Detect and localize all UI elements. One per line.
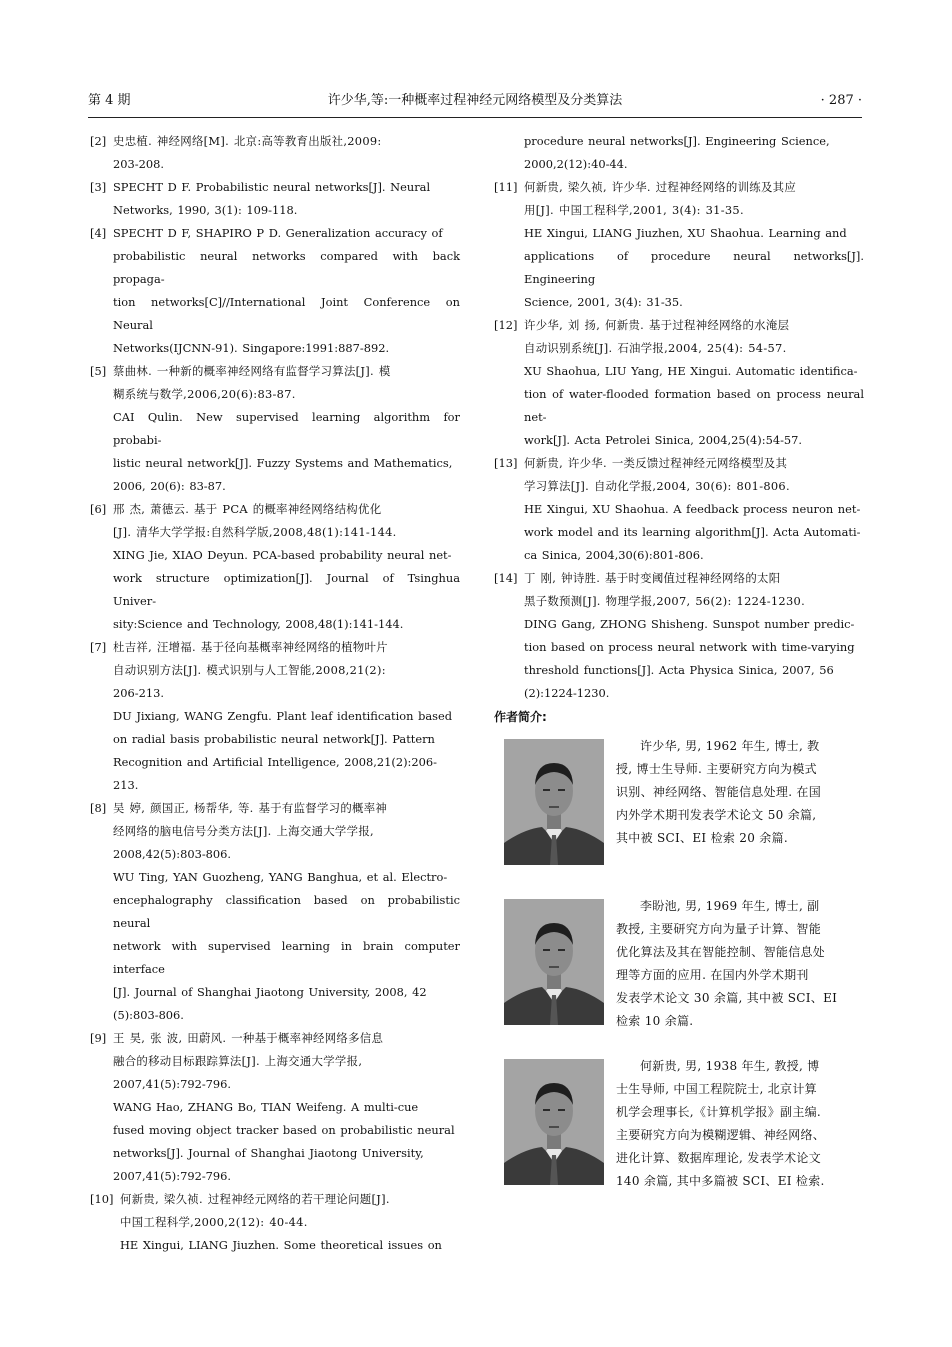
reference-line: HE Xingui, XU Shaohua. A feedback process neuron net- bbox=[524, 502, 861, 516]
reference-item bbox=[494, 452, 864, 567]
reference-line: SPECHT D F. Probabilistic neural networks[J]. Neural bbox=[113, 180, 431, 194]
reference-line: 黑子数预测[J]. 物理学报,2007, 56(2): 1224-1230. bbox=[524, 594, 805, 608]
author-bio-line: 教授, 主要研究方向为量子计算、智能 bbox=[616, 922, 822, 936]
reference-line: 中国工程科学,2000,2(12): 40-44. bbox=[120, 1215, 308, 1229]
reference-line: XING Jie, XIAO Deyun. PCA-based probability neural net- bbox=[113, 548, 452, 562]
reference-line: DU Jixiang, WANG Zengfu. Plant leaf identification based bbox=[113, 709, 453, 723]
reference-line: [J]. 清华大学学报:自然科学版,2008,48(1):141-144. bbox=[113, 525, 397, 539]
reference-line: work model and its learning algorithm[J]. Acta Automati- bbox=[524, 525, 861, 539]
reference-line: 213. bbox=[113, 778, 139, 792]
author-bio-line: 理等方面的应用. 在国内外学术期刊 bbox=[616, 968, 809, 982]
author-photo bbox=[504, 739, 604, 865]
reference-number: [7] bbox=[90, 640, 107, 654]
reference-line: WU Ting, YAN Guozheng, YANG Banghua, et al. Electro- bbox=[113, 870, 448, 884]
reference-number: [5] bbox=[90, 364, 107, 378]
reference-line: HE Xingui, LIANG Jiuzhen. Some theoretical issues on bbox=[120, 1238, 442, 1252]
reference-line: ca Sinica, 2004,30(6):801-806. bbox=[524, 548, 704, 562]
reference-line: 融合的移动目标跟踪算法[J]. 上海交通大学学报, bbox=[113, 1054, 363, 1068]
reference-line: (5):803-806. bbox=[113, 1008, 184, 1022]
author-bio-line: 其中被 SCI、EI 检索 20 余篇. bbox=[616, 831, 788, 845]
reference-number: [13] bbox=[494, 456, 518, 470]
author-bio-line: 士生导师, 中国工程院院士, 北京计算 bbox=[616, 1082, 817, 1096]
reference-line: Science, 2001, 3(4): 31-35. bbox=[524, 295, 683, 309]
references-right-list bbox=[494, 130, 864, 705]
reference-item bbox=[494, 314, 864, 452]
reference-line: DING Gang, ZHONG Shisheng. Sunspot number predic- bbox=[524, 617, 855, 631]
reference-line: (2):1224-1230. bbox=[524, 686, 610, 700]
author-bio bbox=[616, 895, 864, 1033]
author-photo bbox=[504, 1059, 604, 1185]
reference-line: 丁 刚, 钟诗胜. 基于时变阈值过程神经网络的太阳 bbox=[524, 571, 781, 585]
reference-line: 2007,41(5):792-796. bbox=[113, 1169, 232, 1183]
reference-line: 用[J]. 中国工程科学,2001, 3(4): 31-35. bbox=[524, 203, 744, 217]
reference-line: 经网络的脑电信号分类方法[J]. 上海交通大学学报, bbox=[113, 824, 374, 838]
reference-line: 许少华, 刘 扬, 何新贵. 基于过程神经网络的水淹层 bbox=[524, 318, 790, 332]
reference-line: 2008,42(5):803-806. bbox=[113, 847, 232, 861]
reference-line: Networks(IJCNN-91). Singapore:1991:887-892. bbox=[113, 341, 390, 355]
author-bio-line: 发表学术论文 30 余篇, 其中被 SCI、EI bbox=[616, 991, 838, 1005]
reference-line: 邢 杰, 萧德云. 基于 PCA 的概率神经网络结构优化 bbox=[113, 502, 382, 516]
reference-line: work structure optimization[J]. Journal of Tsinghua Univer- bbox=[113, 571, 460, 608]
reference-line: 2007,41(5):792-796. bbox=[113, 1077, 232, 1091]
reference-line: 吴 婷, 颜国正, 杨帮华, 等. 基于有监督学习的概率神 bbox=[113, 801, 388, 815]
reference-line: XU Shaohua, LIU Yang, HE Xingui. Automatic identifica- bbox=[524, 364, 858, 378]
reference-item bbox=[494, 130, 864, 176]
reference-line: 何新贵, 梁久祯, 许少华. 过程神经网络的训练及其应 bbox=[524, 180, 797, 194]
reference-line: on radial basis probabilistic neural network[J]. Pattern bbox=[113, 732, 435, 746]
reference-item bbox=[90, 1188, 460, 1257]
author-photo bbox=[504, 899, 604, 1025]
author-bio-line: 许少华, 男, 1962 年生, 博士, 教 bbox=[640, 739, 820, 753]
reference-item bbox=[90, 130, 460, 176]
reference-line: tion based on process neural network with time-varying bbox=[524, 640, 855, 654]
author-bio-line: 识别、神经网络、智能信息处理. 在国 bbox=[616, 785, 822, 799]
reference-line: 蔡曲林. 一种新的概率神经网络有监督学习算法[J]. 模 bbox=[113, 364, 391, 378]
reference-item bbox=[90, 360, 460, 498]
reference-number: [3] bbox=[90, 180, 107, 194]
reference-line: 203-208. bbox=[113, 157, 164, 171]
reference-number: [11] bbox=[494, 180, 518, 194]
reference-line: 史忠植. 神经网络[M]. 北京:高等教育出版社,2009: bbox=[113, 134, 382, 148]
running-title: 许少华,等:一种概率过程神经元网络模型及分类算法 bbox=[327, 93, 623, 108]
reference-line: encephalography classification based on probabilistic neural bbox=[113, 893, 460, 930]
reference-line: sity:Science and Technology, 2008,48(1):141-144. bbox=[113, 617, 404, 631]
author-bio-line: 140 余篇, 其中多篇被 SCI、EI 检索. bbox=[616, 1174, 825, 1188]
reference-line: HE Xingui, LIANG Jiuzhen, XU Shaohua. Learning and bbox=[524, 226, 847, 240]
reference-line: network with supervised learning in brain computer interface bbox=[113, 939, 460, 976]
reference-line: 自动识别方法[J]. 模式识别与人工智能,2008,21(2): bbox=[113, 663, 386, 677]
reference-line: 杜吉祥, 汪增福. 基于径向基概率神经网络的植物叶片 bbox=[113, 640, 388, 654]
issue-number: 第 4 期 bbox=[88, 93, 131, 108]
reference-line: 2006, 20(6): 83-87. bbox=[113, 479, 226, 493]
reference-line: 何新贵, 梁久祯. 过程神经元网络的若干理论问题[J]. bbox=[120, 1192, 390, 1206]
reference-number: [4] bbox=[90, 226, 107, 240]
reference-line: [J]. Journal of Shanghai Jiaotong University, 2008, 42 bbox=[113, 985, 427, 999]
reference-line: threshold functions[J]. Acta Physica Sinica, 2007, 56 bbox=[524, 663, 834, 677]
author-bio-line: 检索 10 余篇. bbox=[616, 1014, 694, 1028]
reference-line: tion networks[C]//International Joint Conference on Neural bbox=[113, 295, 460, 332]
author-bio bbox=[616, 1055, 864, 1193]
author-bio-line: 优化算法及其在智能控制、智能信息处 bbox=[616, 945, 826, 959]
author-bio-line: 机学会理事长,《计算机学报》副主编. bbox=[616, 1105, 822, 1119]
header-rule bbox=[88, 117, 862, 118]
reference-line: 206-213. bbox=[113, 686, 164, 700]
reference-line: networks[J]. Journal of Shanghai Jiaotong University, bbox=[113, 1146, 424, 1160]
reference-line: tion of water-flooded formation based on process neural net- bbox=[524, 387, 864, 424]
reference-item bbox=[90, 797, 460, 1027]
references-right-column bbox=[494, 130, 864, 1188]
page-header bbox=[88, 91, 862, 111]
author-bio-line: 内外学术期刊发表学术论文 50 余篇, bbox=[616, 808, 817, 822]
reference-line: Recognition and Artificial Intelligence, 2008,21(2):206- bbox=[113, 755, 437, 769]
reference-item bbox=[90, 636, 460, 797]
reference-line: work[J]. Acta Petrolei Sinica, 2004,25(4):54-57. bbox=[524, 433, 803, 447]
author-bio-line: 李盼池, 男, 1969 年生, 博士, 副 bbox=[640, 899, 820, 913]
reference-number: [9] bbox=[90, 1031, 107, 1045]
author-bio-line: 何新贵, 男, 1938 年生, 教授, 博 bbox=[640, 1059, 820, 1073]
reference-line: listic neural network[J]. Fuzzy Systems and Mathematics, bbox=[113, 456, 453, 470]
reference-item bbox=[90, 1027, 460, 1188]
reference-number: [6] bbox=[90, 502, 107, 516]
reference-line: 2000,2(12):40-44. bbox=[524, 157, 628, 171]
authors-heading: 作者简介: bbox=[494, 710, 547, 724]
reference-number: [14] bbox=[494, 571, 518, 585]
reference-line: 何新贵, 许少华. 一类反馈过程神经元网络模型及其 bbox=[524, 456, 788, 470]
reference-line: WANG Hao, ZHANG Bo, TIAN Weifeng. A multi-cue bbox=[113, 1100, 419, 1114]
page-number: · 287 · bbox=[820, 93, 862, 108]
reference-line: 自动识别系统[J]. 石油学报,2004, 25(4): 54-57. bbox=[524, 341, 787, 355]
reference-item bbox=[494, 567, 864, 705]
reference-item bbox=[494, 176, 864, 314]
author-bio-line: 进化计算、数据库理论, 发表学术论文 bbox=[616, 1151, 822, 1165]
reference-line: SPECHT D F, SHAPIRO P D. Generalization accuracy of bbox=[113, 226, 443, 240]
reference-line: 王 昊, 张 波, 田蔚风. 一种基于概率神经网络多信息 bbox=[113, 1031, 384, 1045]
reference-number: [10] bbox=[90, 1192, 114, 1206]
author-bio-line: 主要研究方向为模糊逻辑、神经网络、 bbox=[616, 1128, 826, 1142]
reference-number: [8] bbox=[90, 801, 107, 815]
reference-line: fused moving object tracker based on probabilistic neural bbox=[113, 1123, 455, 1137]
reference-line: procedure neural networks[J]. Engineering Science, bbox=[524, 134, 830, 148]
reference-line: applications of procedure neural networks[J]. Engineering bbox=[524, 249, 864, 286]
reference-line: Networks, 1990, 3(1): 109-118. bbox=[113, 203, 298, 217]
author-bio bbox=[616, 735, 864, 850]
reference-item bbox=[90, 176, 460, 222]
reference-item bbox=[90, 498, 460, 636]
reference-number: [12] bbox=[494, 318, 518, 332]
reference-item bbox=[90, 222, 460, 360]
reference-line: probabilistic neural networks compared with back propaga- bbox=[113, 249, 460, 286]
reference-line: CAI Qulin. New supervised learning algorithm for probabi- bbox=[113, 410, 460, 447]
reference-line: 糊系统与数学,2006,20(6):83-87. bbox=[113, 387, 296, 401]
author-bio-line: 授, 博士生导师. 主要研究方向为模式 bbox=[616, 762, 817, 776]
references-left-column bbox=[90, 130, 460, 1257]
reference-number: [2] bbox=[90, 134, 107, 148]
reference-line: 学习算法[J]. 自动化学报,2004, 30(6): 801-806. bbox=[524, 479, 790, 493]
